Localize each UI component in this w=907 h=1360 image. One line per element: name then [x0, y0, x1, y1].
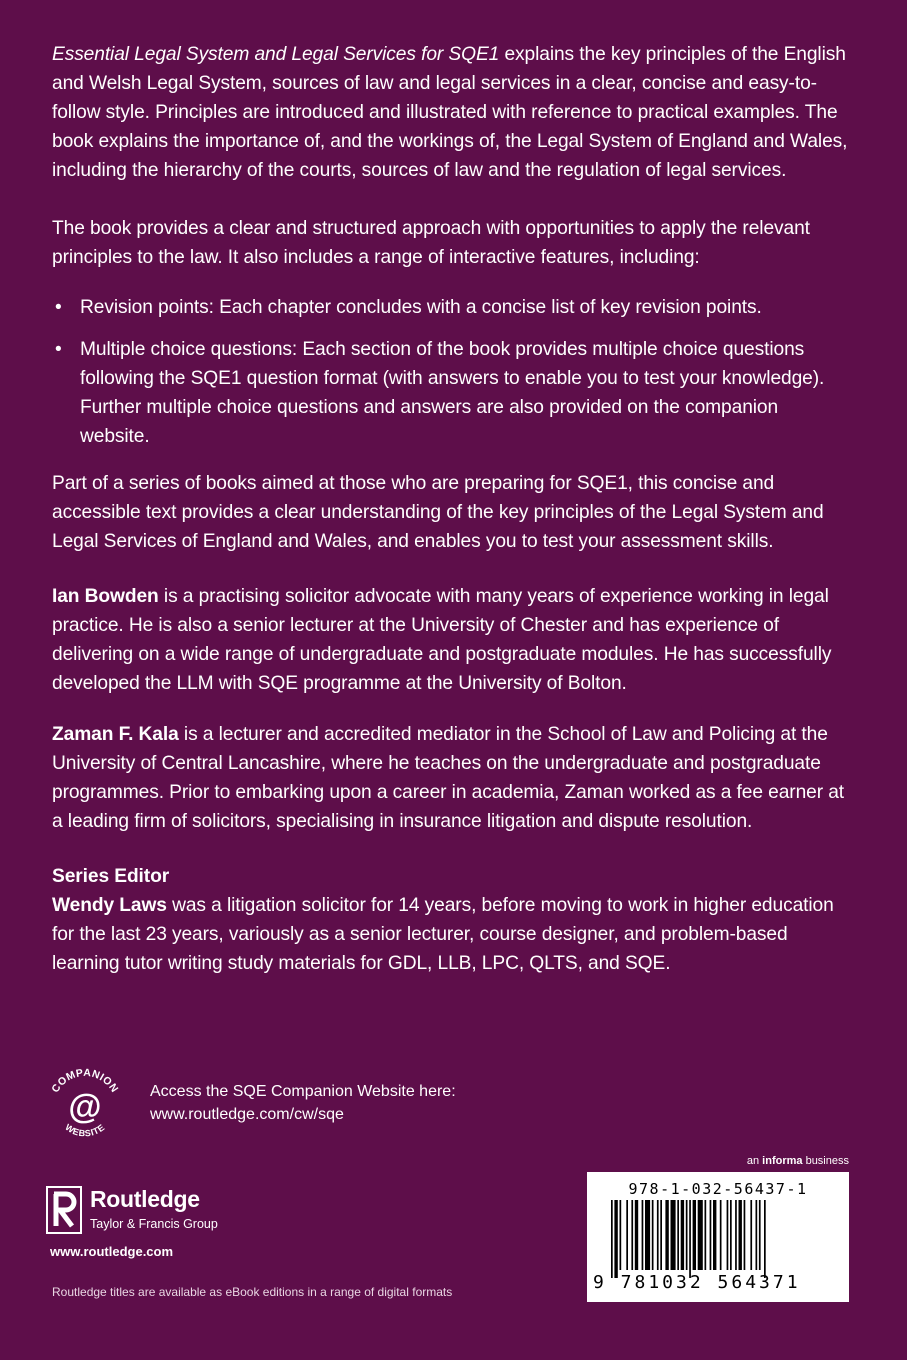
informa-prefix: an	[746, 1155, 763, 1167]
barcode-bar	[677, 1200, 679, 1270]
barcode-bar	[744, 1200, 746, 1270]
publisher-group: Taylor & Francis Group	[90, 1217, 218, 1231]
list-item	[52, 293, 852, 322]
at-symbol-icon: @	[68, 1088, 102, 1126]
barcode-bar	[705, 1200, 707, 1270]
ebook-note: Routledge titles are available as eBook editions in a range of digital formats	[52, 1285, 453, 1299]
barcode-bar	[665, 1200, 668, 1270]
intro-paragraph	[52, 40, 852, 185]
barcode-bar	[720, 1200, 722, 1270]
publisher-name: Routledge	[90, 1186, 200, 1212]
barcode-bar	[730, 1200, 732, 1270]
informa-brand: informa	[762, 1155, 803, 1167]
features-list	[52, 293, 852, 451]
barcode-bar	[764, 1200, 766, 1278]
barcode-bar	[671, 1200, 676, 1270]
feature-multiple-choice: Multiple choice questions: Each section of the book provides multiple choice questions following the SQE1 question format (with answers to enable you to test your knowledge). Further multiple choice questions and answers are also provided on the companion website.	[80, 339, 825, 447]
barcode-bar	[756, 1200, 758, 1270]
companion-website-info	[150, 1080, 456, 1126]
barcode-bar	[681, 1200, 684, 1270]
feature-revision-points: Revision points: Each chapter concludes with a concise list of key revision points.	[80, 297, 762, 318]
barcode-bar	[686, 1200, 688, 1270]
informa-tagline	[747, 1155, 849, 1167]
author-bio-kala	[52, 720, 852, 836]
barcode-bar	[657, 1200, 659, 1270]
barcode-bar	[693, 1200, 696, 1270]
series-paragraph: Part of a series of books aimed at those who are preparing for SQE1, this concise and accessible text provides a clear understanding of the key principles of the Legal System and Legal Services of England and Wales, and enables you to test your assessment skills.	[52, 473, 824, 552]
barcode-bar	[759, 1200, 761, 1270]
barcode-bar	[710, 1200, 712, 1270]
companion-url[interactable]: www.routledge.com/cw/sqe	[150, 1106, 344, 1123]
book-title: Essential Legal System and Legal Services for SQE1	[52, 44, 500, 65]
barcode-bar	[713, 1200, 716, 1270]
author-name: Zaman F. Kala	[52, 724, 179, 745]
companion-website-icon	[40, 1062, 130, 1152]
isbn-bottom-text: 9 781032 564371	[593, 1272, 801, 1293]
publisher-url[interactable]: www.routledge.com	[50, 1244, 174, 1259]
isbn-barcode	[587, 1172, 849, 1302]
author-bio-bowden	[52, 582, 852, 698]
barcode-bar	[614, 1200, 617, 1278]
series-editor-bio	[52, 891, 852, 978]
barcode-bar	[645, 1200, 650, 1270]
author-bio-text: is a practising solicitor advocate with many years of experience working in legal practice. He is also a senior lecturer at the University of Chester and has experience of delivering on a wide range of undergraduate and postgraduate modules. He has successfully developed the LLM with SQE programme at the University of Bolton.	[52, 586, 832, 694]
series-editor-heading: Series Editor	[52, 866, 170, 887]
barcode-bar	[635, 1200, 638, 1270]
barcode-bar	[652, 1200, 654, 1270]
informa-suffix: business	[802, 1155, 849, 1167]
bullet-glyph: •	[55, 339, 62, 360]
list-item	[52, 335, 852, 451]
barcode-bar	[750, 1200, 752, 1270]
barcode-bar	[739, 1200, 742, 1270]
barcode-bar	[642, 1200, 644, 1270]
barcode-bar	[727, 1200, 729, 1270]
badge-bottom-text: WEBSITE	[63, 1122, 107, 1139]
author-bio-text: is a lecturer and accredited mediator in the School of Law and Policing at the University of Central Lancashire, where he teaches on the undergraduate and postgraduate programmes. Prior to embarking upon a career in academia, Zaman worked as a fee earner at a leading firm of solicitors, specialising in insurance litigation and dispute resolution.	[52, 724, 845, 832]
barcode-bar	[660, 1200, 662, 1270]
isbn-top-text: 978-1-032-56437-1	[628, 1180, 808, 1198]
barcode-bar	[631, 1200, 633, 1270]
intro-text: explains the key principles of the English and Welsh Legal System, sources of law and legal services in a clear, concise and easy-to-follow style. Principles are introduced and illustrated with reference to practical examples. The book explains the importance of, and the workings of, the Legal System of England and Wales, including the hierarchy of the courts, sources of law and the regulation of legal services.	[52, 44, 848, 181]
back-cover-text	[52, 40, 852, 978]
routledge-logo-icon	[46, 1186, 82, 1234]
author-name: Ian Bowden	[52, 586, 159, 607]
barcode-bar	[611, 1200, 613, 1278]
barcode-bar	[735, 1200, 737, 1270]
bullet-glyph: •	[55, 297, 62, 318]
editor-bio-text: was a litigation solicitor for 14 years, before moving to work in higher education for the last 23 years, variously as a senior lecturer, course designer, and problem-based learning tutor writing study materials for GDL, LLB, LPC, QLTS, and SQE.	[52, 895, 834, 974]
barcode-bar	[620, 1200, 622, 1270]
companion-access-text: Access the SQE Companion Website here:	[150, 1083, 456, 1100]
badge-top-text: COMPANION	[49, 1066, 121, 1095]
barcode-bar	[689, 1200, 691, 1278]
approach-paragraph: The book provides a clear and structured approach with opportunities to apply the relevant principles to the law. It also includes a range of interactive features, including:	[52, 218, 810, 268]
editor-name: Wendy Laws	[52, 895, 167, 916]
barcode-bar	[626, 1200, 628, 1270]
barcode-bar	[698, 1200, 703, 1270]
